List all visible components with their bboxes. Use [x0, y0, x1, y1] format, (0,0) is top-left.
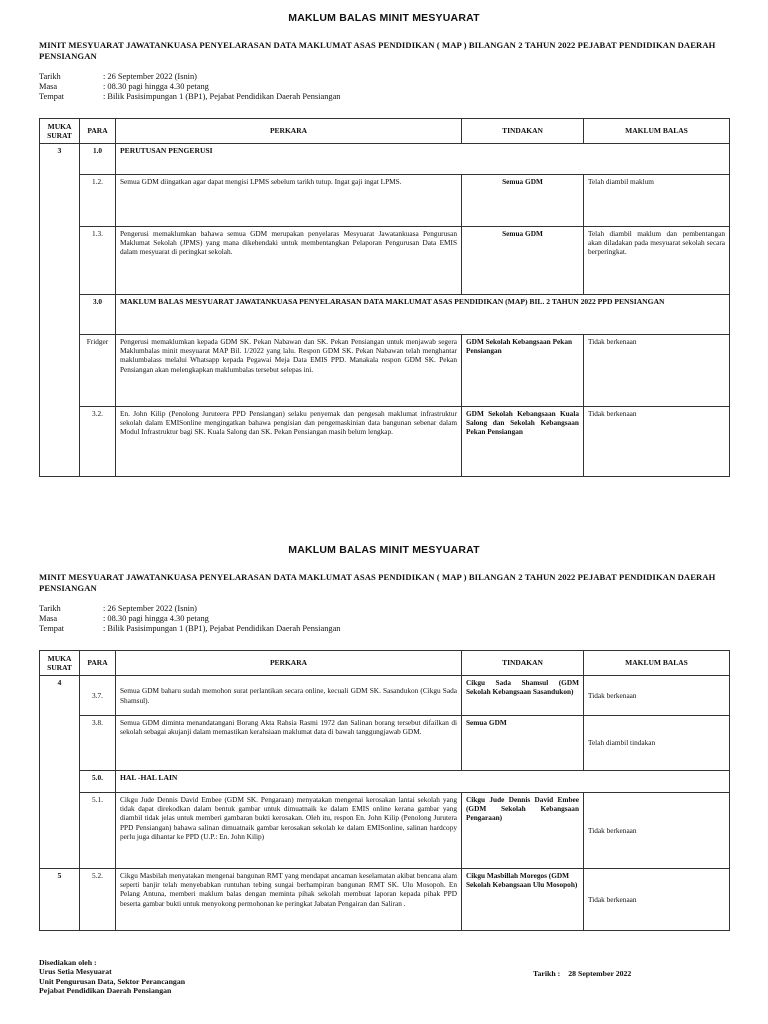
prepared-date-value: 28 September 2022 [568, 969, 632, 978]
tindakan-text: Semua GDM [462, 175, 584, 227]
para-number: Fridger [80, 335, 116, 407]
document-subtitle: MINIT MESYUARAT JAWATANKUASA PENYELARASAN DATA MAKLUMAT ASAS PENDIDIKAN ( MAP ) BILANGAN 2 TAHUN 2022 PEJABAT PENDIDIKAN DAERAH PENSIANGAN [39, 40, 716, 61]
venue-value: : Bilik Pasisimpungan 1 (BP1), Pejabat Pendidikan Daerah Pensiangan [103, 624, 341, 634]
section-title: HAL -HAL LAIN [116, 771, 730, 793]
date-label: Tarikh [39, 604, 61, 613]
header-para: PARA [80, 119, 116, 144]
tindakan-text: GDM Sekolah Kebangsaan Kuala Salong dan Sekolah Kebangsaan Pekan Pensiangan [462, 407, 584, 477]
maklum-balas-text: Telah diambil maklum [584, 175, 730, 227]
para-number: 1.2. [80, 175, 116, 227]
prepared-by-footer [39, 958, 729, 996]
venue-value: : Bilik Pasisimpungan 1 (BP1), Pejabat Pendidikan Daerah Pensiangan [103, 92, 341, 102]
section-row [40, 144, 730, 175]
tindakan-text: GDM Sekolah Kebangsaan Pekan Pensiangan [462, 335, 584, 407]
venue-label: Tempat [39, 92, 64, 102]
maklum-balas-text: Tidak berkenaan [584, 676, 730, 716]
document-title: MAKLUM BALAS MINIT MESYUARAT [288, 544, 480, 556]
para-number: 3.8. [80, 716, 116, 771]
tindakan-text: Cikgu Sada Shamsul (GDM Sekolah Kebangsaan Sasandukon) [462, 676, 584, 716]
maklum-balas-text: Tidak berkenaan [584, 793, 730, 869]
time-value: : 08.30 pagi hingga 4.30 petang [103, 82, 209, 92]
table-row [40, 869, 730, 931]
maklum-balas-text: Tidak berkenaan [584, 335, 730, 407]
section-title: PERUTUSAN PENGERUSI [116, 144, 730, 175]
document-subtitle: MINIT MESYUARAT JAWATANKUASA PENYELARASAN DATA MAKLUMAT ASAS PENDIDIKAN ( MAP ) BILANGAN 2 TAHUN 2022 PEJABAT PENDIDIKAN DAERAH PENSIANGAN [39, 572, 716, 593]
prepared-date [533, 969, 631, 978]
header-maklum-balas: MAKLUM BALAS [584, 119, 730, 144]
secretariat-name: Urus Setia Mesyuarat [39, 967, 112, 977]
prepared-by-label: Disediakan oleh : [39, 958, 97, 967]
maklum-balas-text: Tidak berkenaan [584, 869, 730, 931]
date-label: Tarikh [39, 72, 61, 81]
section-row [40, 771, 730, 793]
time-label: Masa [39, 614, 58, 624]
venue-label: Tempat [39, 624, 64, 634]
page-number-cell: 3 [40, 144, 80, 477]
table-row [40, 175, 730, 227]
page-number-cell: 5 [40, 869, 80, 931]
para-number: 5.2. [80, 869, 116, 931]
section-number: 1.0 [80, 144, 116, 175]
tindakan-text: Cikgu Jude Dennis David Embee (GDM Sekolah Kebangsaan Pengaraan) [462, 793, 584, 869]
maklum-balas-text: Telah diambil tindakan [584, 716, 730, 771]
minutes-table [39, 118, 730, 477]
header-muka-surat: MUKA SURAT [40, 651, 80, 676]
table-header-row [40, 651, 730, 676]
tindakan-text: Semua GDM [462, 716, 584, 771]
header-tindakan: TINDAKAN [462, 651, 584, 676]
perkara-text: Cikgu Jude Dennis David Embee (GDM SK. Pengaraan) menyatakan mengenai kerosakan lantai sekolah yang tidak dapat direkodkan dalam bentuk gambar untuk dimuatnaik ke dalam EMIS online kerana gambar yang diambil tidak jelas untuk memberi gambaran bukti kerosakan. Oleh itu, respon En. John Kilip (Penolong Jurutera PPD Pensiangan) bahawa salinan dimuatnaik gambar kerosakan sekolah ke dalam EMISonline, salinan hardcopy perlu juga dihantar ke PPD (U.P.: En. John Kilip) [116, 793, 462, 869]
table-row [40, 676, 730, 716]
maklum-balas-text: Tidak berkenaan [584, 407, 730, 477]
para-number: 3.2. [80, 407, 116, 477]
perkara-text: Pengerusi memaklumkan bahawa semua GDM merupakan penyelaras Mesyuarat Jawatankuasa Pengurusan Maklumat Sekolah (JPMS) yang mana dikehendaki untuk membentangkan Pelaporan Pengurusan Data EMIS dalam mesyuarat di peringkat sekolah. [116, 227, 462, 295]
perkara-text: Semua GDM diminta menandatangani Borang Akta Rahsia Rasmi 1972 dan Salinan borang tersebut difailkan di sekolah sebagai akujanji dalam memastikan kerahsiaan maklumat data di bawah tanggungjawab GDM. [116, 716, 462, 771]
para-number: 3.7. [80, 676, 116, 716]
page-number-cell: 4 [40, 676, 80, 869]
para-number: 1.3. [80, 227, 116, 295]
table-row [40, 227, 730, 295]
header-perkara: PERKARA [116, 651, 462, 676]
time-label: Masa [39, 82, 58, 92]
section-number: 5.0. [80, 771, 116, 793]
meeting-details [39, 604, 341, 635]
office-name: Pejabat Pendidikan Daerah Pensiangan [39, 986, 172, 996]
table-row [40, 407, 730, 477]
perkara-text: Semua GDM baharu sudah memohon surat perlantikan secara online, kecuali GDM SK. Sasandukon (Cikgu Sada Shamsul). [116, 676, 462, 716]
meeting-details [39, 72, 341, 103]
table-row [40, 716, 730, 771]
perkara-text: Semua GDM diingatkan agar dapat mengisi LPMS sebelum tarikh tutup. Ingat gaji ingat LPMS. [116, 175, 462, 227]
perkara-text: Pengerusi memaklumkan kepada GDM SK. Pekan Nabawan dan SK. Pekan Pensiangan untuk menjawab segera Maklumbalas minit mesyuarat MAP Bil. 1/2022 yang lalu. Respon GDM SK. Pekan Nabawan telah menghantar maklumbalass melalui Whatsapp kepada Pegawai Meja Data EMIS PPD. Manakala respon GDM SK. Pekan Pensiangan akan melengkapkan maklumbalas tersebut selepas ini. [116, 335, 462, 407]
section-title: MAKLUM BALAS MESYUARAT JAWATANKUASA PENYELARASAN DATA MAKLUMAT ASAS PENDIDIKAN (MAP) BIL. 2 TAHUN 2022 PPD PENSIANGAN [116, 295, 730, 335]
header-muka-surat: MUKA SURAT [40, 119, 80, 144]
table-row [40, 793, 730, 869]
time-value: : 08.30 pagi hingga 4.30 petang [103, 614, 209, 624]
para-number: 5.1. [80, 793, 116, 869]
prepared-date-label: Tarikh : [533, 969, 561, 978]
perkara-text: Cikgu Masbilah menyatakan mengenai bangunan RMT yang mendapat ancaman keselamatan akibat bencana alam seperti banjir telah menyebabkan runtuhan tebing sungai berhampiran bangunan RMT SK. Ulu Mosopoh. En Pelang Antuna, memberi maklum balas dengan meminta pihak sekolah membuat laporan kepada pihak PPD beserta gambar bukti untuk menyokong permohonan ke peringkat Jabatan Pengairan dan Saliran . [116, 869, 462, 931]
table-row [40, 335, 730, 407]
header-para: PARA [80, 651, 116, 676]
document-title: MAKLUM BALAS MINIT MESYUARAT [288, 12, 480, 24]
tindakan-text: Cikgu Masbillah Moregos (GDM Sekolah Kebangsaan Ulu Mosopoh) [462, 869, 584, 931]
header-tindakan: TINDAKAN [462, 119, 584, 144]
tindakan-text: Semua GDM [462, 227, 584, 295]
section-number: 3.0 [80, 295, 116, 335]
header-perkara: PERKARA [116, 119, 462, 144]
date-value: : 26 September 2022 (Isnin) [103, 72, 197, 81]
date-value: : 26 September 2022 (Isnin) [103, 604, 197, 613]
unit-name: Unit Pengurusan Data, Sektor Perancangan [39, 976, 186, 986]
table-header-row [40, 119, 730, 144]
perkara-text: En. John Kilip (Penolong Juruteera PPD Pensiangan) selaku penyemak dan pengesah maklumat infrastruktur sekolah dalam EMISonline mengingatkan bahawa pengisian dan pengemaskinian data bangunan sebenar dalam Modul Infrastruktur bagi SK. Kuala Salong dan SK. Pekan Pensiangan masih belum lengkap. [116, 407, 462, 477]
maklum-balas-text: Telah diambil maklum dan pembentangan akan diladakan pada mesyuarat sekolah secara berperingkat. [584, 227, 730, 295]
header-maklum-balas: MAKLUM BALAS [584, 651, 730, 676]
minutes-table [39, 650, 730, 931]
section-row [40, 295, 730, 335]
